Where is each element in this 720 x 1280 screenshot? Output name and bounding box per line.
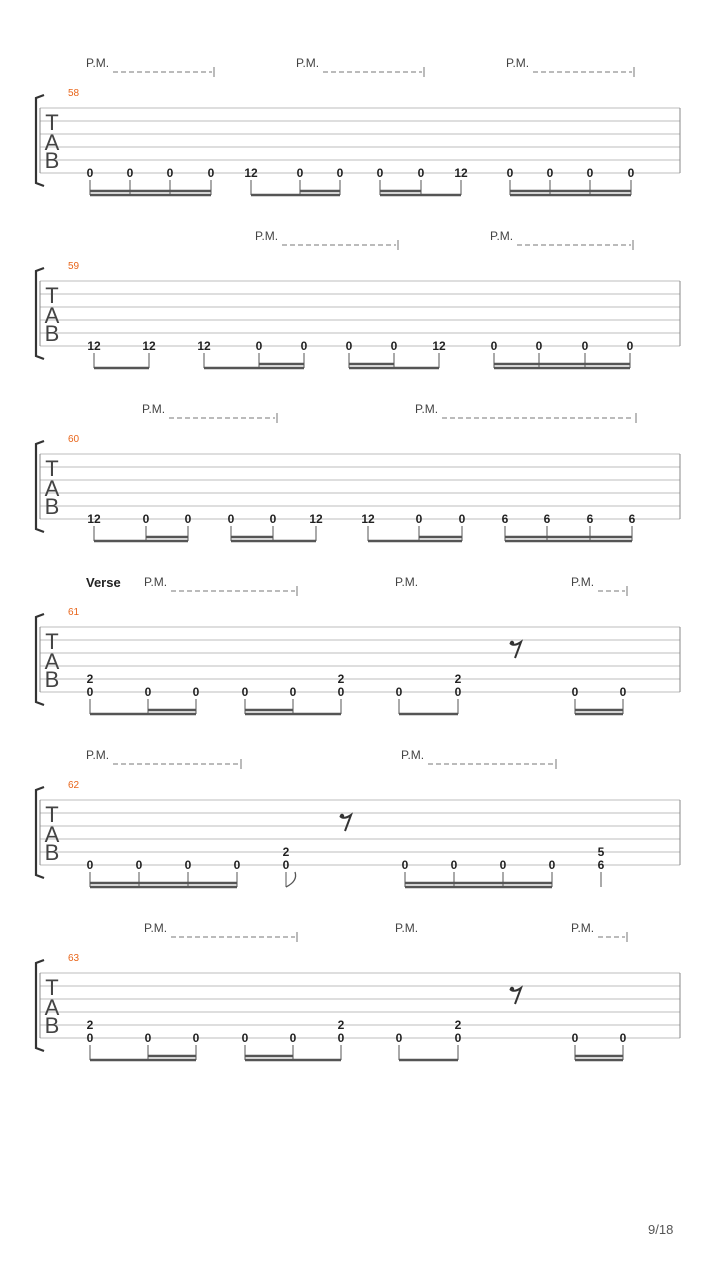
measure-number: 60: [68, 434, 80, 445]
fret-number: 0: [233, 858, 241, 872]
fret-number: 0: [86, 685, 94, 699]
palm-mute-label: P.M.: [490, 229, 514, 243]
fret-number: 0: [401, 858, 409, 872]
measure-number: 63: [68, 953, 80, 964]
fret-number: 0: [546, 166, 554, 180]
tab-letter-b: B: [44, 1013, 60, 1038]
palm-mute-label: P.M.: [415, 402, 439, 416]
measure-number: 62: [68, 780, 80, 791]
fret-number: 6: [543, 512, 551, 526]
fret-number: 0: [227, 512, 235, 526]
palm-mute-label: P.M.: [395, 921, 419, 935]
tab-letter-b: B: [44, 148, 60, 173]
fret-number: 12: [361, 512, 375, 526]
tab-letter-t: T: [45, 456, 59, 481]
fret-number: 0: [506, 166, 514, 180]
fret-number: 0: [490, 339, 498, 353]
tab-system-60: [36, 402, 680, 541]
fret-number: 0: [126, 166, 134, 180]
tab-system-62: [36, 748, 680, 887]
fret-number: 0: [144, 685, 152, 699]
fret-number: 0: [192, 1031, 200, 1045]
fret-number: 0: [626, 339, 634, 353]
page-number: 9/18: [648, 1222, 674, 1237]
tab-system-59: [36, 229, 680, 368]
fret-number: 2: [282, 845, 290, 859]
tab-letter-a: A: [44, 995, 60, 1020]
eighth-rest-dot: [510, 987, 514, 991]
palm-mute-label: P.M.: [255, 229, 279, 243]
tab-letter-b: B: [44, 321, 60, 346]
eighth-rest-dot: [340, 814, 344, 818]
tab-letter-t: T: [45, 629, 59, 654]
fret-number: 0: [337, 1031, 345, 1045]
fret-number: 0: [255, 339, 263, 353]
fret-number: 2: [337, 1018, 345, 1032]
palm-mute-label: P.M.: [144, 575, 168, 589]
measure-number: 58: [68, 88, 80, 99]
fret-number: 2: [454, 1018, 462, 1032]
fret-number: 0: [581, 339, 589, 353]
tab-letter-t: T: [45, 283, 59, 308]
fret-number: 12: [454, 166, 468, 180]
fret-number: 6: [586, 512, 594, 526]
fret-number: 0: [619, 685, 627, 699]
fret-number: 12: [309, 512, 323, 526]
fret-number: 0: [627, 166, 635, 180]
fret-number: 0: [345, 339, 353, 353]
fret-number: 0: [454, 685, 462, 699]
fret-number: 0: [142, 512, 150, 526]
fret-number: 6: [597, 858, 605, 872]
tab-letter-b: B: [44, 494, 60, 519]
palm-mute-label: P.M.: [86, 748, 110, 762]
fret-number: 2: [454, 672, 462, 686]
fret-number: 0: [86, 166, 94, 180]
fret-number: 0: [454, 1031, 462, 1045]
fret-number: 6: [501, 512, 509, 526]
tab-letter-t: T: [45, 975, 59, 1000]
fret-number: 0: [458, 512, 466, 526]
fret-number: 0: [166, 166, 174, 180]
fret-number: 0: [144, 1031, 152, 1045]
fret-number: 0: [586, 166, 594, 180]
fret-number: 0: [619, 1031, 627, 1045]
tab-letter-a: A: [44, 476, 60, 501]
fret-number: 5: [597, 845, 605, 859]
fret-number: 12: [197, 339, 211, 353]
fret-number: 0: [499, 858, 507, 872]
fret-number: 0: [417, 166, 425, 180]
fret-number: 0: [337, 685, 345, 699]
tab-system-63: [36, 921, 680, 1060]
fret-number: 0: [296, 166, 304, 180]
fret-number: 2: [86, 1018, 94, 1032]
tab-letter-a: A: [44, 303, 60, 328]
tab-letter-a: A: [44, 822, 60, 847]
palm-mute-label: P.M.: [142, 402, 166, 416]
fret-number: 0: [207, 166, 215, 180]
fret-number: 0: [282, 858, 290, 872]
eighth-rest-dot: [510, 641, 514, 645]
note-flag: [286, 872, 296, 887]
palm-mute-label: P.M.: [86, 56, 110, 70]
fret-number: 0: [571, 1031, 579, 1045]
measure-number: 61: [68, 607, 80, 618]
fret-number: 12: [87, 512, 101, 526]
fret-number: 0: [86, 1031, 94, 1045]
fret-number: 0: [241, 1031, 249, 1045]
fret-number: 0: [269, 512, 277, 526]
fret-number: 12: [432, 339, 446, 353]
tab-letter-t: T: [45, 802, 59, 827]
tab-letter-b: B: [44, 840, 60, 865]
fret-number: 0: [135, 858, 143, 872]
tab-system-61: [36, 575, 680, 714]
fret-number: 0: [390, 339, 398, 353]
tab-letter-a: A: [44, 649, 60, 674]
palm-mute-label: P.M.: [296, 56, 320, 70]
palm-mute-label: P.M.: [401, 748, 425, 762]
fret-number: 0: [289, 1031, 297, 1045]
fret-number: 2: [337, 672, 345, 686]
fret-number: 0: [395, 685, 403, 699]
fret-number: 0: [395, 1031, 403, 1045]
section-label: Verse: [86, 575, 121, 590]
measure-number: 59: [68, 261, 80, 272]
fret-number: 12: [142, 339, 156, 353]
fret-number: 0: [86, 858, 94, 872]
fret-number: 0: [336, 166, 344, 180]
palm-mute-label: P.M.: [571, 575, 595, 589]
palm-mute-label: P.M.: [144, 921, 168, 935]
fret-number: 0: [184, 858, 192, 872]
fret-number: 12: [244, 166, 258, 180]
tab-system-58: [36, 56, 680, 195]
fret-number: 0: [548, 858, 556, 872]
fret-number: 2: [86, 672, 94, 686]
palm-mute-label: P.M.: [506, 56, 530, 70]
fret-number: 0: [184, 512, 192, 526]
fret-number: 0: [450, 858, 458, 872]
fret-number: 0: [415, 512, 423, 526]
palm-mute-label: P.M.: [571, 921, 595, 935]
palm-mute-label: P.M.: [395, 575, 419, 589]
tab-letter-a: A: [44, 130, 60, 155]
fret-number: 0: [376, 166, 384, 180]
fret-number: 0: [535, 339, 543, 353]
fret-number: 0: [192, 685, 200, 699]
fret-number: 12: [87, 339, 101, 353]
fret-number: 6: [628, 512, 636, 526]
tab-letter-b: B: [44, 667, 60, 692]
fret-number: 0: [300, 339, 308, 353]
fret-number: 0: [571, 685, 579, 699]
fret-number: 0: [289, 685, 297, 699]
tab-letter-t: T: [45, 110, 59, 135]
fret-number: 0: [241, 685, 249, 699]
